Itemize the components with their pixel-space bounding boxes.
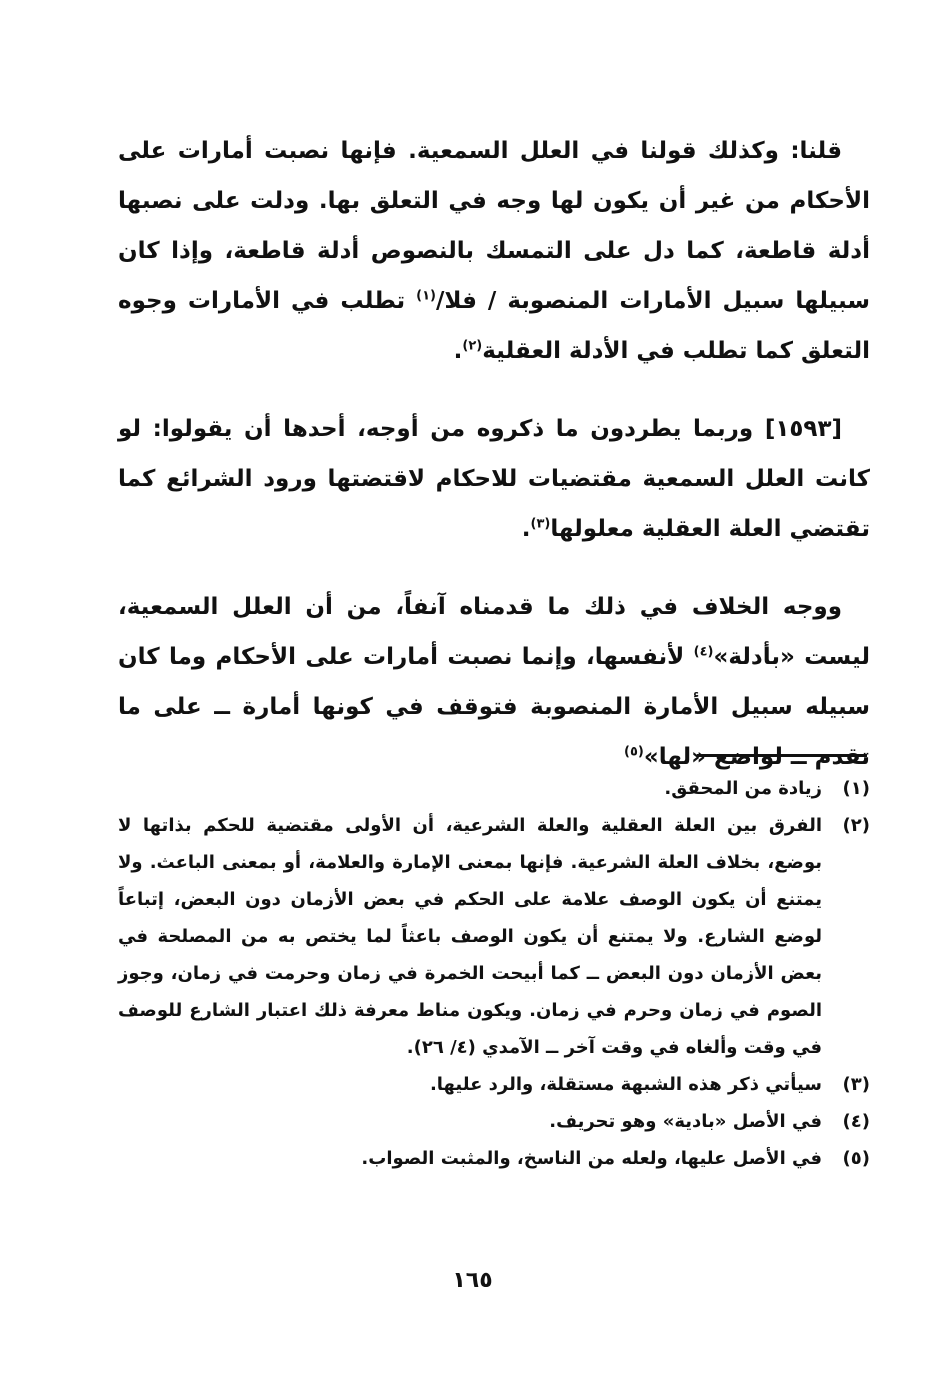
footnote-5: [118, 1140, 870, 1177]
paragraph-number: [١٥٩٣]: [764, 416, 842, 442]
footnote-mark: (٥): [842, 1148, 870, 1169]
paragraph-1-text-c: .: [453, 338, 463, 364]
paragraph-2-text-b: .: [521, 516, 531, 542]
paragraph-3: [118, 582, 870, 782]
footnotes: [118, 770, 870, 1177]
footnote-divider: [697, 754, 867, 757]
footnote-3: [118, 1066, 870, 1103]
footnote-4: [118, 1103, 870, 1140]
footnote-mark: (١): [842, 778, 870, 799]
footnote-ref-4: (٤): [693, 644, 714, 660]
paragraph-2-text-a: وربما يطردون ما ذكروه من أوجه، أحدها أن يقولوا: لو كانت العلل السمعية مقتضيات للاحكام لاقتضتها ورود الشرائع كما تقتضي العلة العقلية معلولها: [118, 416, 870, 542]
paragraph-1-text-a: قلنا: وكذلك قولنا في العلل السمعية. فإنها نصبت أمارات على الأحكام من غير أن يكون لها وجه في التعلق بها. ودلت على نصبها أدلة قاطعة، كما دل على التمسك بالنصوص أدلة قاطعة، وإذا كان سبيلها سبيل الأمارات المنصوبة / فلا/: [118, 138, 870, 314]
footnote-2: [118, 807, 870, 1066]
paragraph-3-text-b: لأنفسها، وإنما نصبت أمارات على الأحكام وما كان سبيله سبيل الأمارة المنصوبة فتوقف في كونها أمارة ــ على ما تقدم ــ لواضع «لها»: [118, 644, 870, 770]
paragraph-3-text-a: ووجه الخلاف في ذلك ما قدمناه آنفاً، من أن العلل السمعية، ليست «بأدلة»: [118, 594, 870, 670]
footnote-ref-1: (١): [416, 288, 436, 304]
footnote-mark: (٤): [842, 1111, 870, 1132]
main-text: [118, 126, 870, 782]
footnote-text: في الأصل «بادية» وهو تحريف.: [549, 1111, 822, 1132]
page-number: ١٦٥: [452, 1268, 493, 1293]
footnote-ref-3: (٣): [530, 516, 551, 532]
footnote-1: [118, 770, 870, 807]
footnote-text: زيادة من المحقق.: [664, 778, 822, 799]
footnote-mark: (٣): [842, 1074, 870, 1095]
paragraph-1-text-b: تطلب في الأمارات وجوه التعلق كما تطلب في الأدلة العقلية: [118, 288, 870, 364]
footnote-text: في الأصل عليها، ولعله من الناسخ، والمثبت الصواب.: [361, 1148, 822, 1169]
footnote-text: الفرق بين العلة العقلية والعلة الشرعية، أن الأولى مقتضية للحكم بذاتها لا بوضع، بخلاف العلة الشرعية. فإنها بمعنى الإمارة والعلامة، أو بمعنى الباعث. ولا يمتنع أن يكون الوصف علامة على الحكم في بعض الأزمان دون البعض، إتباعاً لوضع الشارع. ولا يمتنع أن يكون الوصف باعثاً لما يختص به من المصلحة في بعض الأزمان دون البعض ــ كما أبيحت الخمرة في زمان وحرمت في زمان، وجوز الصوم في زمان وحرم في زمان. ويكون مناط معرفة ذلك اعتبار الشارع للوصف في وقت وألغاه في وقت آخر ــ الآمدي (٤/ ٢٦).: [118, 815, 822, 1058]
footnote-mark: (٢): [842, 815, 870, 836]
paragraph-2: [118, 404, 870, 554]
footnote-ref-2: (٢): [462, 338, 483, 354]
footnote-ref-5: (٥): [624, 744, 644, 760]
paragraph-1: [118, 126, 870, 376]
footnote-text: سيأتي ذكر هذه الشبهة مستقلة، والرد عليها.: [429, 1074, 822, 1095]
